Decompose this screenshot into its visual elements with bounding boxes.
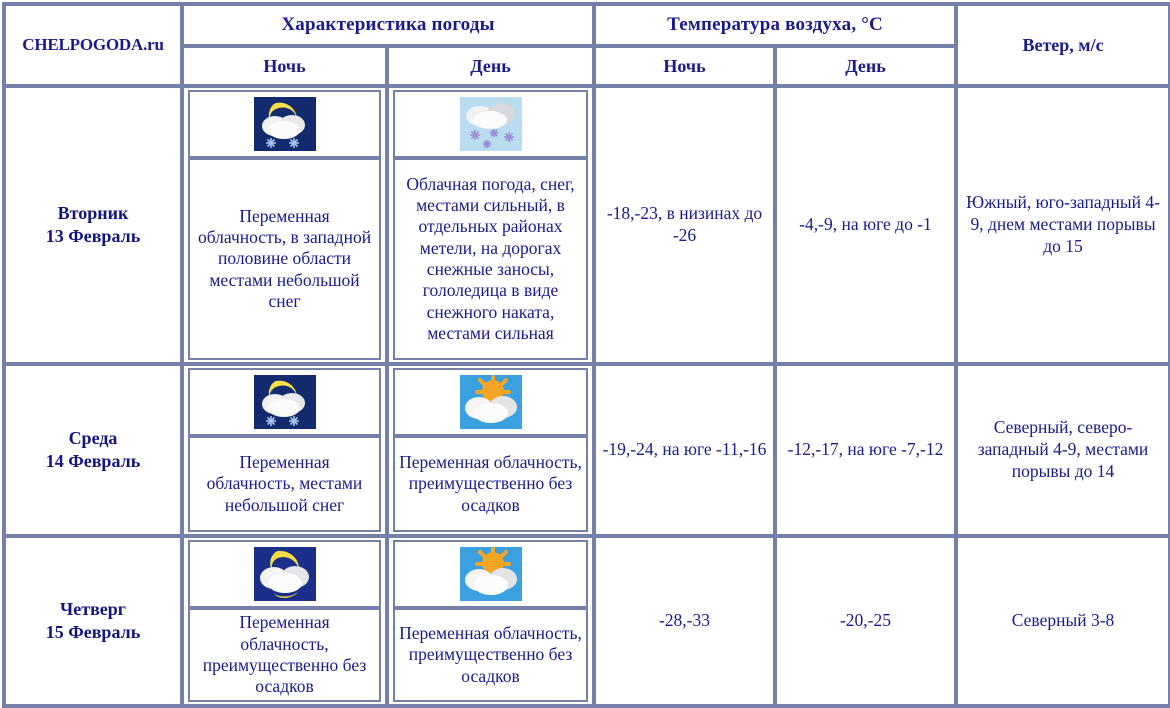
temp-day-value: -20,-25 [775, 536, 956, 706]
night-icon-cell [188, 368, 381, 436]
header-air-temperature: Температура воздуха, °C [594, 4, 956, 46]
day-cloud-snow-icon [460, 97, 522, 151]
header-wind: Ветер, м/с [956, 4, 1170, 86]
temp-day-value: -4,-9, на юге до -1 [775, 86, 956, 364]
header-temp-night: Ночь [594, 46, 775, 86]
header-row-top [4, 4, 1170, 46]
forecast-row [4, 364, 1170, 536]
night-cloud-snow-icon [254, 97, 316, 151]
day-description: Облачная погода, снег, местами сильный, в отдельных районах метели, на дорогах снежные заносы, гололедица в виде снежного наката, местами сильная [393, 158, 588, 360]
day-name: Вторник [57, 202, 129, 223]
night-cloud-snow-icon [254, 375, 316, 429]
night-weather-cell [182, 86, 387, 364]
header-weather-characteristics: Характеристика погоды [182, 4, 594, 46]
day-name: Четверг [60, 598, 126, 619]
night-icon-cell [188, 540, 381, 608]
day-icon-cell [393, 540, 588, 608]
day-icon-cell [393, 90, 588, 158]
day-cell [4, 536, 182, 706]
day-weather-cell [387, 364, 594, 536]
temp-day-value: -12,-17, на юге -7,-12 [775, 364, 956, 536]
day-weather-cell [387, 86, 594, 364]
day-date: 15 Февраль [45, 622, 141, 642]
sun-cloud-icon [460, 547, 522, 601]
sun-cloud-icon [460, 375, 522, 429]
night-cloud-icon [254, 547, 316, 601]
wind-value: Южный, юго-западный 4-9, днем местами порывы до 15 [956, 86, 1170, 364]
site-brand: CHELPOGODA.ru [4, 4, 182, 86]
night-description: Переменная облачность, в западной половине области местами небольшой снег [188, 158, 381, 360]
day-description: Переменная облачность, преимущественно без осадков [393, 608, 588, 702]
weather-forecast-table [2, 2, 1170, 708]
forecast-row [4, 536, 1170, 706]
temp-night-value: -19,-24, на юге -11,-16 [594, 364, 775, 536]
day-cell [4, 86, 182, 364]
temp-night-value: -18,-23, в низинах до -26 [594, 86, 775, 364]
wind-value: Северный 3-8 [956, 536, 1170, 706]
forecast-row [4, 86, 1170, 364]
wind-value: Северный, северо-западный 4-9, местами порывы до 14 [956, 364, 1170, 536]
day-description: Переменная облачность, преимущественно без осадков [393, 436, 588, 532]
night-weather-cell [182, 364, 387, 536]
temp-night-value: -28,-33 [594, 536, 775, 706]
day-icon-cell [393, 368, 588, 436]
day-weather-cell [387, 536, 594, 706]
night-icon-cell [188, 90, 381, 158]
header-weather-night: Ночь [182, 46, 387, 86]
day-name: Среда [68, 427, 118, 448]
header-weather-day: День [387, 46, 594, 86]
day-cell [4, 364, 182, 536]
header-temp-day: День [775, 46, 956, 86]
night-weather-cell [182, 536, 387, 706]
night-description: Переменная облачность, преимущественно без осадков [188, 608, 381, 702]
night-description: Переменная облачность, местами небольшой снег [188, 436, 381, 532]
day-date: 14 Февраль [45, 451, 141, 471]
day-date: 13 Февраль [45, 226, 141, 246]
